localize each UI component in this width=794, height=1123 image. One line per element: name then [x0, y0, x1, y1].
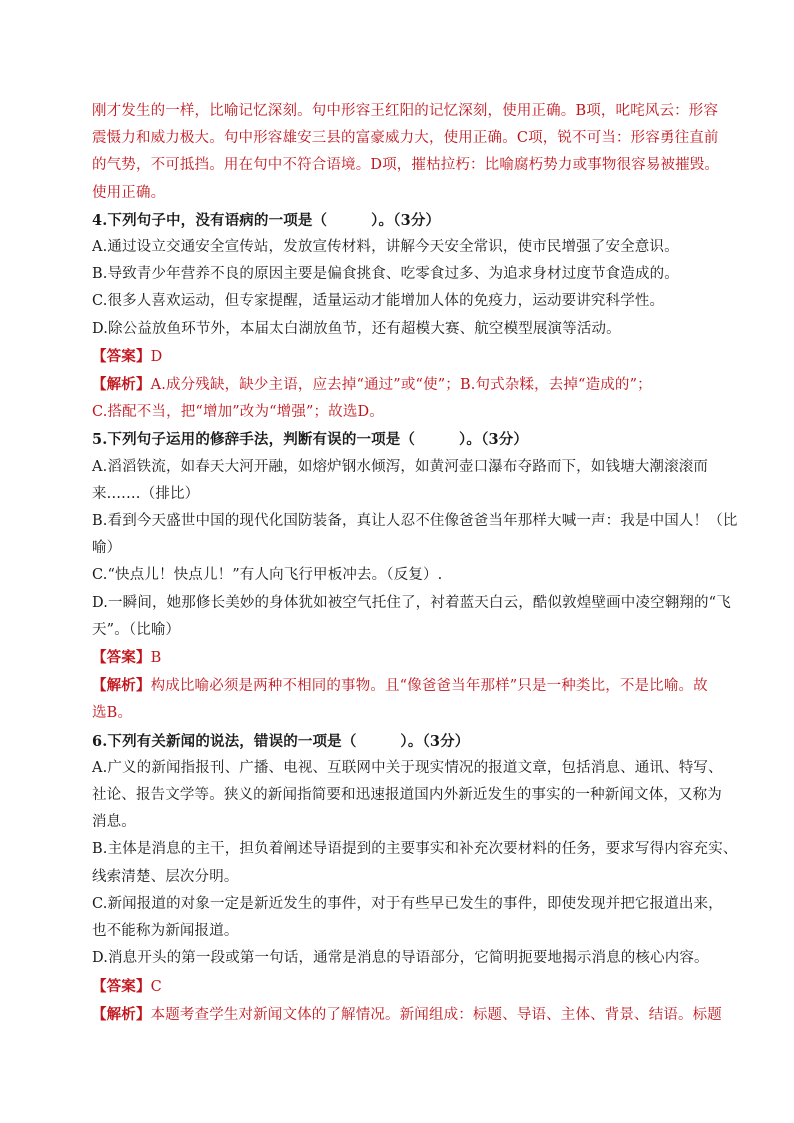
line-text: C.很多人喜欢运动，但专家提醒，适量运动才能增加人体的免疫力，运动要讲究科学性。	[92, 293, 665, 310]
option-line	[92, 481, 706, 508]
line-text: 来.……（排比）	[92, 485, 200, 502]
option-line	[92, 836, 738, 863]
option-line	[92, 617, 706, 644]
line-text: 5.下列句子运用的修辞手法，判断有误的一项是（ ）。（3分）	[92, 431, 529, 449]
analysis-text-line	[92, 700, 706, 727]
section-tag: 【答案】	[92, 649, 151, 667]
option-line	[92, 316, 706, 343]
option-line	[92, 809, 706, 836]
option-line	[92, 891, 723, 918]
analysis-text-line	[92, 399, 706, 426]
line-text: 6.下列有关新闻的说法，错误的一项是（ ）。（3分）	[92, 732, 470, 750]
line-text: C	[150, 978, 162, 995]
line-text: D	[150, 348, 163, 365]
question-stem	[92, 207, 706, 234]
option-line	[92, 755, 723, 782]
line-text: 社论、报告文学等。狭义的新闻指简要和迅速报道国内外新近发生的事实的一种新闻文体，又称为	[92, 787, 722, 804]
line-text: 构成比喻必须是两种不相同的事物。且“像爸爸当年那样”只是一种类比，不是比喻。故	[150, 678, 708, 695]
line-text: D.除公益放鱼环节外，本届太白湖放鱼节，还有超模大赛、航空模型展演等活动。	[92, 320, 621, 337]
answer-line	[92, 973, 706, 1001]
option-line	[92, 288, 706, 315]
option-line	[92, 454, 709, 481]
question-stem	[92, 426, 706, 453]
line-text: C.“快点儿！快点儿！”有人向飞行甲板冲去。（反复）.	[92, 567, 443, 584]
question-stem	[92, 728, 706, 755]
option-line	[92, 562, 706, 589]
line-text: 使用正确。	[92, 184, 166, 201]
analysis-text-line	[92, 125, 719, 152]
line-text: B.看到今天盛世中国的现代化国防装备，真让人忍不住像爸爸当年那样大喊一声：我是中国人！（比	[92, 513, 738, 530]
answer-line	[92, 644, 706, 672]
option-line	[92, 864, 706, 891]
line-text: 也不能称为新闻报道。	[92, 923, 239, 940]
option-line	[92, 918, 706, 945]
line-text: 选B。	[92, 705, 133, 722]
line-text: A.通过设立交通安全宣传站，发放宣传材料，讲解今天安全常识，使市民增强了安全意识。	[92, 239, 679, 256]
line-text: D.一瞬间，她那修长美妙的身体犹如被空气托住了，衬着蓝天白云，酷似敦煌壁画中凌空翱翔的“飞	[92, 594, 731, 611]
line-text: 刚才发生的一样，比喻记忆深刻。句中形容王红阳的记忆深刻，使用正确。B项，叱咤风云：形容	[92, 103, 719, 119]
section-tag: 【答案】	[92, 347, 151, 365]
line-text: 本题考查学生对新闻文体的了解情况。新闻组成：标题、导语、主体、背景、结语。标题	[150, 1006, 722, 1023]
option-line	[92, 508, 738, 535]
option-line	[92, 782, 722, 809]
option-line	[92, 234, 706, 261]
line-text: B.导致青少年营养不良的原因主要是偏食挑食、吃零食过多、为追求身材过度节食造成的。	[92, 266, 679, 283]
line-text: A.广义的新闻指报刊、广播、电视、互联网中关于现实情况的报道文章，包括消息、通讯、特写、	[92, 759, 723, 776]
analysis-text-line	[92, 180, 706, 207]
answer-line	[92, 343, 706, 371]
section-tag: 【解析】	[92, 376, 151, 394]
line-text: B.主体是消息的主干，担负着阐述导语提到的主要事实和补充次要材料的任务，要求写得内容充实、	[92, 841, 738, 858]
option-line	[92, 261, 706, 288]
option-line	[92, 945, 709, 972]
line-text: 喻）	[92, 540, 122, 557]
line-text: C.新闻报道的对象一定是新近发生的事件，对于有些早已发生的事件，即使发现并把它报道出来，	[92, 895, 723, 912]
line-text: A.成分残缺，缺少主语，应去掉“通过”或“使”；B.句式杂糅，去掉“造成的”；	[150, 377, 652, 394]
analysis-text-line	[92, 152, 720, 179]
option-line	[92, 535, 706, 562]
line-text: 震慑力和威力极大。句中形容雄安三县的富豪威力大，使用正确。C项，锐不可当：形容勇往直前	[92, 130, 719, 147]
line-text: 消息。	[92, 814, 136, 831]
analysis-line	[92, 1001, 722, 1029]
section-tag: 【解析】	[92, 677, 151, 695]
analysis-line	[92, 371, 706, 399]
document-page	[92, 98, 738, 1029]
analysis-line	[92, 672, 706, 700]
line-text: 的气势，不可抵挡。用在句中不符合语境。D项，摧枯拉朽：比喻腐朽势力或事物很容易被摧毁。	[92, 157, 720, 174]
line-text: C.搭配不当，把“增加”改为“增强”；故选D。	[92, 404, 384, 421]
section-tag: 【答案】	[92, 977, 151, 995]
section-tag: 【解析】	[92, 1005, 151, 1023]
line-text: D.消息开头的第一段或第一句话，通常是消息的导语部分，它简明扼要地揭示消息的核心内容。	[92, 950, 709, 967]
option-line	[92, 590, 731, 617]
analysis-text-line	[92, 98, 719, 125]
line-text: A.滔滔铁流，如春天大河开融，如熔炉钢水倾泻，如黄河壶口瀑布夺路而下，如钱塘大潮滚滚而	[92, 458, 709, 475]
line-text: B	[150, 650, 162, 667]
line-text: 天”。（比喻）	[92, 621, 181, 638]
line-text: 4.下列句子中，没有语病的一项是（ ）。（3分）	[92, 211, 441, 229]
line-text: 线索清楚、层次分明。	[92, 868, 239, 885]
